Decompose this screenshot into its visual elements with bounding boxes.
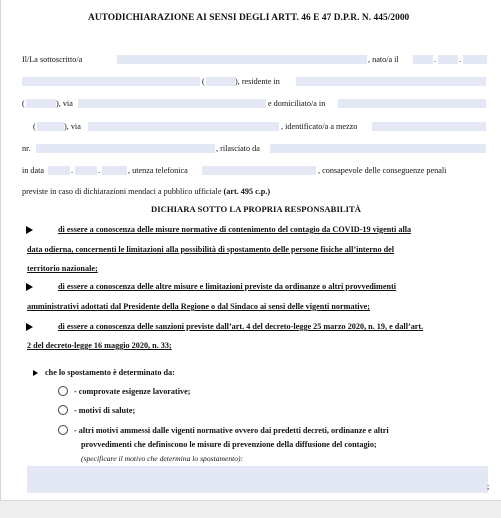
arrow-bullet-icon: [33, 370, 38, 376]
residente-label: ), residente in: [235, 77, 280, 86]
date-dot: .: [98, 166, 101, 175]
end-semicolon: ;: [487, 482, 490, 491]
statement-1-line-3: territorio nazionale;: [27, 264, 98, 273]
id-number-field[interactable]: [36, 144, 215, 153]
issued-by-field[interactable]: [270, 144, 486, 153]
statement-1-line-1: di essere a conoscenza delle misure normative di contenimento del contagio da COVID-19 vigenti alla: [58, 225, 412, 234]
birth-month-field[interactable]: [438, 55, 458, 64]
birth-province-field[interactable]: [206, 77, 235, 86]
consapevole-label: , consapevole delle conseguenze penali: [318, 166, 447, 175]
date-dot: .: [71, 166, 74, 175]
arrow-bullet-icon: [26, 323, 33, 331]
date-dot: .: [434, 55, 437, 64]
radio-altri-motivi[interactable]: [58, 425, 68, 435]
rilasciato-label: , rilasciato da: [216, 144, 260, 153]
radio-lavoro[interactable]: [58, 386, 68, 396]
statement-3-line-1: di essere a conoscenza delle sanzioni previste dall’art. 4 del decreto-legge 25 marzo 2020, n. 19, e dall’art.: [58, 322, 424, 331]
page-title: AUTODICHIARAZIONE AI SENSI DEGLI ARTT. 46 E 47 D.P.R. N. 445/2000: [88, 13, 410, 23]
option-altri-label-2: provvedimenti che definiscono le misure di prevenzione della diffusione del contagio;: [81, 440, 377, 449]
statement-2-line-1: di essere a conoscenza delle altre misure e limitazioni previste da ordinanze o altri provvedimenti: [58, 282, 397, 291]
birth-day-field[interactable]: [413, 55, 433, 64]
residence-field[interactable]: [296, 77, 486, 86]
domicile-province-field[interactable]: [37, 122, 64, 131]
birthplace-field[interactable]: [22, 77, 200, 86]
domicile-field[interactable]: [338, 99, 486, 108]
arrow-bullet-icon: [26, 283, 33, 291]
residence-province-field[interactable]: [26, 99, 56, 108]
telefonica-label: , utenza telefonica: [128, 166, 188, 175]
open-paren: (: [33, 122, 36, 131]
option-salute-label: - motivi di salute;: [74, 406, 136, 415]
domicile-street-field[interactable]: [88, 122, 279, 131]
statement-3-line-2: 2 del decreto-legge 16 maggio 2020, n. 33;: [27, 341, 172, 350]
previste-text: previste in caso di dichiarazioni mendaci a pubblico ufficiale (art. 495 c.p.): [22, 187, 271, 196]
name-field[interactable]: [117, 55, 367, 64]
statement-1-line-2: data odierna, concernenti le limitazioni alla possibilità di spostamento delle persone fisiche all’interno del: [27, 245, 395, 254]
dichiara-heading: DICHIARA SOTTO LA PROPRIA RESPONSABILITÀ: [151, 204, 362, 214]
nato-label: , nato/a il: [368, 55, 399, 64]
arrow-bullet-icon: [26, 226, 33, 234]
motivation-textarea[interactable]: [27, 466, 488, 493]
radio-salute[interactable]: [58, 405, 68, 415]
nr-label: nr.: [22, 144, 31, 153]
residence-street-field[interactable]: [78, 99, 266, 108]
issue-day-field[interactable]: [48, 166, 70, 175]
in-data-label: in data: [22, 166, 45, 175]
issue-month-field[interactable]: [75, 166, 97, 175]
hint-text: (specificare il motivo che determina lo spostamento):: [81, 454, 244, 463]
via-label: ), via: [56, 99, 73, 108]
date-dot: .: [459, 55, 462, 64]
statement-2-line-2: amministrativi adottati dal Presidente della Regione o dal Sindaco ai sensi delle vigenti normative;: [27, 302, 371, 311]
sottoscritto-label: Il/La sottoscritto/a: [22, 55, 83, 64]
birth-year-field[interactable]: [463, 55, 487, 64]
spostamento-label: che lo spostamento è determinato da:: [45, 368, 175, 377]
open-paren: (: [202, 77, 205, 86]
option-lavoro-label: - comprovate esigenze lavorative;: [74, 387, 191, 396]
issue-year-field[interactable]: [102, 166, 127, 175]
identificato-label: , identificato/a a mezzo: [281, 122, 358, 131]
option-altri-label-1: - altri motivi ammessi dalle vigenti normative ovvero dai predetti decreti, ordinanze e altri: [74, 426, 389, 435]
id-document-field[interactable]: [372, 122, 486, 131]
via-label: ), via: [64, 122, 81, 131]
domiciliato-label: e domiciliato/a in: [268, 99, 326, 108]
open-paren: (: [22, 99, 25, 108]
phone-field[interactable]: [202, 166, 316, 175]
